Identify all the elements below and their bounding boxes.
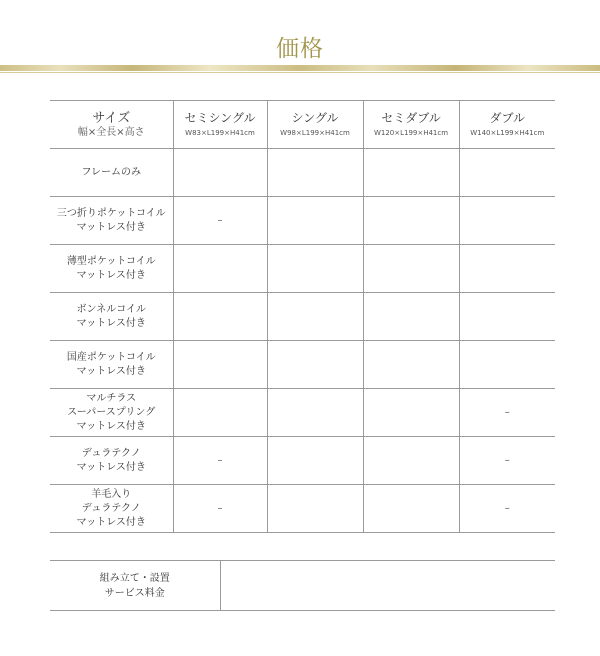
- row-label-line: マットレス付き: [76, 317, 146, 329]
- row-label-line: マルチラス: [86, 392, 137, 404]
- row-label-line: 三つ折りポケットコイル: [56, 207, 166, 219]
- service-label-line: サービス料金: [104, 587, 165, 599]
- col-header-semi-single: [173, 101, 267, 149]
- price-table-body: [50, 149, 555, 533]
- price-cell: [173, 245, 267, 293]
- row-label: [50, 197, 173, 245]
- price-cell: [363, 197, 459, 245]
- col-header-double: [459, 101, 555, 149]
- row-label-line: マットレス付き: [76, 221, 146, 233]
- price-cell: [173, 389, 267, 437]
- service-label-line: 組み立て・設置: [99, 572, 170, 584]
- row-label: [50, 293, 173, 341]
- size-header-cell: [50, 101, 173, 149]
- size-label: サイズ: [92, 110, 131, 126]
- price-cell: –: [459, 485, 555, 533]
- col-dims: W83×L199×H41cm: [185, 128, 255, 137]
- price-cell: [459, 293, 555, 341]
- table-row: [50, 197, 555, 245]
- price-cell: [459, 245, 555, 293]
- table-row: [50, 437, 555, 485]
- row-label: [50, 341, 173, 389]
- price-cell: [173, 149, 267, 197]
- price-cell: –: [173, 437, 267, 485]
- row-label: [50, 389, 173, 437]
- price-cell: [363, 245, 459, 293]
- gold-divider: [0, 65, 600, 71]
- table-row: [50, 149, 555, 197]
- price-cell: [267, 389, 363, 437]
- table-row: [50, 485, 555, 533]
- price-cell: –: [173, 197, 267, 245]
- price-cell: [459, 341, 555, 389]
- price-table: [50, 100, 555, 533]
- service-fee-label: [50, 561, 220, 611]
- price-cell: [363, 389, 459, 437]
- price-cell: [267, 341, 363, 389]
- price-cell: –: [459, 389, 555, 437]
- col-header-semi-double: [363, 101, 459, 149]
- price-cell: [267, 197, 363, 245]
- price-cell: [267, 293, 363, 341]
- row-label-line: マットレス付き: [76, 516, 146, 528]
- price-cell: [173, 293, 267, 341]
- header-row: [50, 101, 555, 149]
- row-label-line: スーパースプリング: [67, 406, 156, 418]
- col-name: シングル: [291, 110, 339, 125]
- row-label-line: フレームのみ: [81, 166, 142, 178]
- price-cell: [173, 341, 267, 389]
- row-label-line: 国産ポケットコイル: [66, 351, 156, 363]
- price-cell: –: [459, 437, 555, 485]
- price-cell: [363, 149, 459, 197]
- price-cell: [267, 485, 363, 533]
- row-label-line: デュラテクノ: [81, 447, 141, 459]
- price-cell: [267, 245, 363, 293]
- price-cell: [363, 341, 459, 389]
- row-label-line: マットレス付き: [76, 365, 146, 377]
- page-title: 価格: [276, 36, 324, 62]
- price-cell: –: [173, 485, 267, 533]
- col-dims: W98×L199×H41cm: [280, 128, 350, 137]
- row-label-line: 薄型ポケットコイル: [66, 255, 156, 267]
- row-label: [50, 485, 173, 533]
- service-fee-row: [50, 561, 555, 611]
- price-cell: [363, 437, 459, 485]
- col-header-single: [267, 101, 363, 149]
- col-dims: W120×L199×H41cm: [373, 128, 449, 137]
- price-cell: [267, 149, 363, 197]
- row-label: [50, 245, 173, 293]
- row-label: [50, 437, 173, 485]
- row-label-line: マットレス付き: [76, 420, 146, 432]
- price-cell: [459, 197, 555, 245]
- row-label-line: マットレス付き: [76, 269, 146, 281]
- price-cell: [459, 149, 555, 197]
- col-dims: W140×L199×H41cm: [470, 128, 545, 137]
- table-row: [50, 293, 555, 341]
- size-dims-label: 幅×全長×高さ: [77, 126, 145, 138]
- row-label-line: マットレス付き: [76, 461, 146, 473]
- service-fee-value: [220, 561, 555, 611]
- col-name: セミダブル: [381, 110, 441, 125]
- price-cell: [267, 437, 363, 485]
- row-label: [50, 149, 173, 197]
- col-name: ダブル: [489, 110, 526, 125]
- service-fee-table: [50, 560, 555, 611]
- row-label-line: 羊毛入り: [91, 488, 132, 500]
- price-cell: [363, 485, 459, 533]
- row-label-line: デュラテクノ: [81, 502, 141, 514]
- table-row: [50, 389, 555, 437]
- col-name: セミシングル: [184, 110, 256, 125]
- row-label-line: ボンネルコイル: [76, 303, 146, 315]
- table-row: [50, 245, 555, 293]
- price-cell: [363, 293, 459, 341]
- table-row: [50, 341, 555, 389]
